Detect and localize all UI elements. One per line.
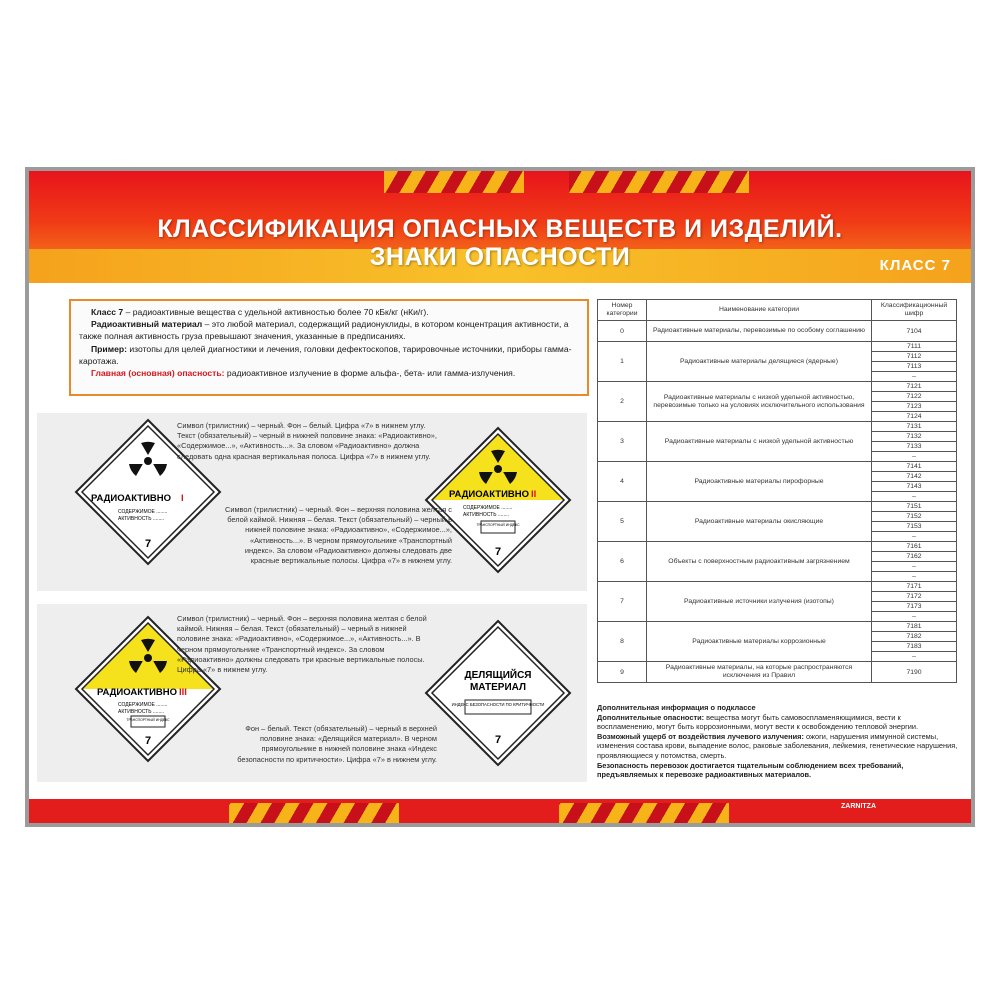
sign-2-roman: II [531,489,537,500]
category-code: 7123 [872,402,957,412]
category-code: – [872,562,957,572]
category-code: 7122 [872,392,957,402]
sign-1-roman: I [181,493,184,504]
category-code: 7181 [872,622,957,632]
intro-material-text: – это любой материал, содержащий радионуклиды, в котором концентрация активности, а также полная активность груза превышают значения, указанные в предписаниях. [79,319,569,342]
sign-2-index-box: ТРАНСПОРТНЫЙ ИНДЕКС [476,523,520,527]
category-code: 7124 [872,412,957,422]
sign-4-label-1: ДЕЛЯЩИЙСЯ [464,670,532,681]
category-code: – [872,492,957,502]
category-name: Радиоактивные материалы, перевозимые по особому соглашению [647,321,872,342]
intro-material-label: Радиоактивный материал [91,319,203,330]
poster [29,171,971,823]
category-code: 7143 [872,482,957,492]
category-number: 0 [598,321,647,342]
category-code: 7173 [872,602,957,612]
sign-2-label: РАДИОАКТИВНО [448,489,530,500]
intro-example-text: изотопы для целей диагностики и лечения, головки дефектоскопов, тарировочные источники, приборы гамма-каротажа. [79,343,572,366]
category-name: Радиоактивные материалы, на которые распространяются исключения из Правил [647,662,872,683]
footer-stripes-left [229,803,399,823]
additional-dangers-text: вещества могут быть самовоспламеняющимися, вести к воспламенению, могут быть коррозионными, могут вести к освобождению тепловой энергии. [597,712,919,732]
category-number: 7 [598,582,647,622]
signs-panel-1 [37,413,587,591]
additional-info [597,703,959,780]
poster-frame [25,167,975,827]
category-code: 7104 [872,321,957,342]
sign-1-number: 7 [144,538,152,550]
category-code: – [872,372,957,382]
table-row [598,502,957,512]
additional-damage-text: ожоги, нарушения иммунной системы, изменения состава крови, выпадение волос, раковые заболевания, лейкемия, генетические нарушения, проявляющиеся у потомства, смерть. [597,731,958,760]
sign-1-description: Символ (трилистник) – черный. Фон – белый. Цифра «7» в нижнем углу. Текст (обязательный) – черный в нижней половине знака: «Радиоактивно», «Содержимое...», «Активность...». За словом «Радиоактивно» должна следовать одна красная вертикальная полоса. Цифра «7» в нижнем углу. [177,421,437,461]
category-name: Радиоактивные источники излучения (изотопы) [647,582,872,622]
category-code: 7171 [872,582,957,592]
sign-3-content: СОДЕРЖИМОЕ ........ [118,702,168,708]
page-title [29,215,971,271]
category-name: Радиоактивные материалы делящиеся (ядерные) [647,342,872,382]
category-code: – [872,612,957,622]
sign-3-activity: АКТИВНОСТЬ ........ [118,709,165,715]
category-code: 7172 [872,592,957,602]
additional-dangers-label: Дополнительные опасности: [597,712,705,722]
header [29,171,971,283]
sign-1-content: СОДЕРЖИМОЕ ........ [118,509,168,515]
table-row [598,321,957,342]
table-row [598,542,957,552]
category-code: – [872,572,957,582]
class-badge: КЛАСС 7 [879,257,951,274]
table-row [598,662,957,683]
category-code: – [872,652,957,662]
sign-4-description: Фон – белый. Текст (обязательный) – черный в верхней половине знака: «Делящийся материал». В черном прямоугольнике в нижней половине знака «Индекс безопасности по критичности». Цифра «7» в нижнем углу. [237,724,437,764]
sign-4-label-2: МАТЕРИАЛ [469,682,527,693]
category-code: 7162 [872,552,957,562]
title-line-1: КЛАССИФИКАЦИЯ ОПАСНЫХ ВЕЩЕСТВ И ИЗДЕЛИЙ. [157,215,843,243]
footer [29,799,971,823]
category-code: 7131 [872,422,957,432]
sign-1-label: РАДИОАКТИВНО [90,493,172,504]
sign-2-activity: АКТИВНОСТЬ ........ [463,512,510,518]
publisher-logo: ZARNITZA [841,803,876,810]
category-number: 6 [598,542,647,582]
header-name: Наименование категории [647,300,872,321]
category-code: – [872,532,957,542]
table-row [598,462,957,472]
category-code: 7161 [872,542,957,552]
sign-4-index-box: ИНДЕКС БЕЗОПАСНОСТИ ПО КРИТИЧНОСТИ [451,702,545,707]
sign-2-description: Символ (трилистник) – черный. Фон – верхняя половина желтая с белой каймой. Нижняя – белая. Текст (обязательный) – черный в нижней половине знака: «Радиоактивно», «Содержимое...», «Активность...». В черном прямоугольнике «Транспортный индекс». За словом «Радиоактивно» должны следовать две красные вертикальные полосы. Цифра «7» в нижнем углу. [224,505,452,566]
category-code: 7183 [872,642,957,652]
category-code: 7153 [872,522,957,532]
intro-example [79,343,579,367]
category-code: 7142 [872,472,957,482]
intro-danger-label: Главная (основная) опасность: [91,368,225,379]
additional-safety [597,761,959,780]
table-body [598,321,957,683]
intro-class [79,306,579,318]
title-line-2: ЗНАКИ ОПАСНОСТИ [369,243,631,271]
intro-box [69,299,589,396]
category-name: Радиоактивные материалы с низкой удельной активностью [647,422,872,462]
sign-3-number: 7 [144,735,152,747]
category-code: – [872,452,957,462]
category-code: 7141 [872,462,957,472]
additional-heading-text: Дополнительная информация о подклассе [597,703,756,712]
sign-1-activity: АКТИВНОСТЬ ........ [118,516,165,522]
categories-table [597,299,957,683]
category-name: Радиоактивные материалы с низкой удельной активностью, перевозимые только на условиях исключительного использования [647,382,872,422]
category-name: Объекты с поверхностным радиоактивным загрязнением [647,542,872,582]
category-number: 2 [598,382,647,422]
category-code: 7121 [872,382,957,392]
category-code: 7132 [872,432,957,442]
category-number: 9 [598,662,647,683]
intro-class-text: – радиоактивные вещества с удельной активностью более 70 кБк/кг (нКи/г). [123,307,429,317]
table-row [598,422,957,432]
category-number: 3 [598,422,647,462]
header-number: Номер категории [598,300,647,321]
table-row [598,622,957,632]
intro-material [79,318,579,342]
additional-heading [597,703,959,713]
sign-3-roman: III [179,687,187,698]
category-code: 7151 [872,502,957,512]
additional-damage-label: Возможный ущерб от воздействия лучевого излучения: [597,731,804,741]
additional-damage [597,732,959,761]
intro-danger-text: радиоактивное излучение в форме альфа-, бета- или гамма-излучения. [224,368,516,379]
sign-4-number: 7 [494,734,502,746]
category-number: 8 [598,622,647,662]
sign-3-index-box: ТРАНСПОРТНЫЙ ИНДЕКС [126,718,170,722]
category-code: 7133 [872,442,957,452]
category-code: 7182 [872,632,957,642]
intro-example-label: Пример: [91,343,127,354]
additional-dangers [597,713,959,732]
category-name: Радиоактивные материалы пирофорные [647,462,872,502]
sign-2-number: 7 [494,546,502,558]
fissile-material-sign [423,618,573,768]
signs-panel-2 [37,604,587,782]
table-row [598,382,957,392]
category-code: 7152 [872,512,957,522]
category-name: Радиоактивные материалы окисляющие [647,502,872,542]
category-number: 5 [598,502,647,542]
intro-danger [79,367,579,379]
category-number: 1 [598,342,647,382]
additional-safety-text: Безопасность перевозок достигается тщательным соблюдением всех требований, предъявляемых к перевозке радиоактивных материалов. [597,760,904,780]
category-number: 4 [598,462,647,502]
category-code: 7113 [872,362,957,372]
footer-stripes-right [559,803,729,823]
sign-3-description: Символ (трилистник) – черный. Фон – верхняя половина желтая с белой каймой. Нижняя – белая. Текст (обязательный) – черный в нижней половине знака: «Радиоактивно», «Содержимое...», «Активность...». В черном прямоугольнике «Транспортный индекс». За словом «Радиоактивно» должны следовать три красные вертикальные полосы. Цифра «7» в нижнем углу. [177,614,427,675]
hazard-stripes-right [569,171,749,193]
sign-3-label: РАДИОАКТИВНО [96,687,178,698]
table-row [598,582,957,592]
category-code: 7190 [872,662,957,683]
category-name: Радиоактивные материалы коррозионные [647,622,872,662]
table-row [598,342,957,352]
category-code: 7112 [872,352,957,362]
intro-class-label: Класс 7 [91,307,124,317]
sign-2-content: СОДЕРЖИМОЕ ........ [463,505,513,511]
hazard-stripes-left [384,171,524,193]
category-code: 7111 [872,342,957,352]
header-code: Классификационный шифр [872,300,957,321]
